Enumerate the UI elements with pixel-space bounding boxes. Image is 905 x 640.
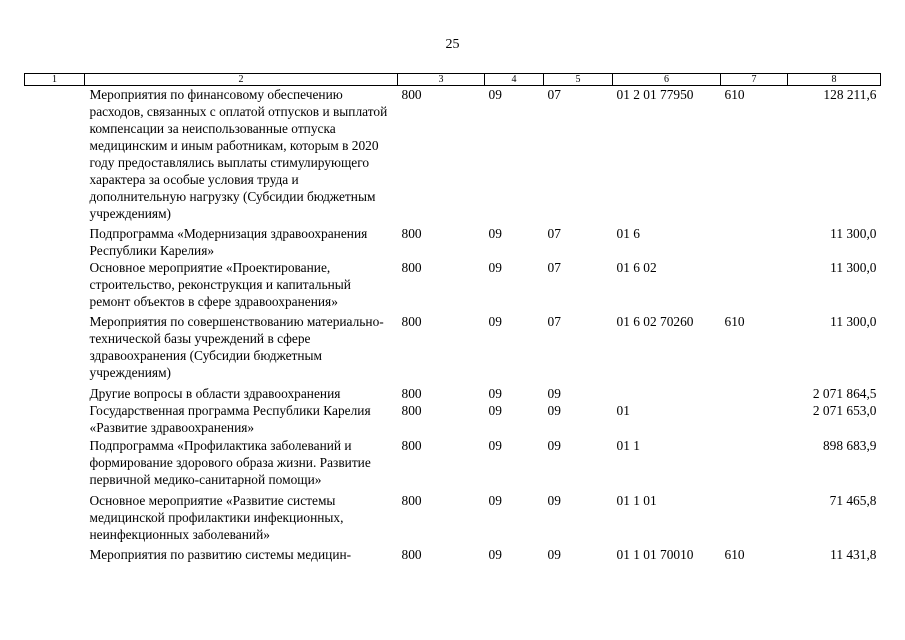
cell-admin: 800	[401, 403, 422, 418]
cell-target: 01	[616, 403, 630, 418]
cell-target: 01 1 01	[616, 493, 657, 508]
cell-admin: 800	[401, 87, 422, 102]
cell-section: 09	[488, 87, 502, 102]
cell-section: 09	[488, 438, 502, 453]
cell-section: 09	[488, 226, 502, 241]
cell-subsection: 09	[547, 403, 561, 418]
table-row	[25, 259, 881, 313]
column-header: 7	[721, 74, 788, 86]
column-header: 1	[25, 74, 85, 86]
column-header: 6	[613, 74, 721, 86]
cell-amount: 11 300,0	[830, 260, 877, 275]
cell-section: 09	[488, 493, 502, 508]
cell-expense-type: 610	[724, 547, 745, 562]
column-header: 8	[788, 74, 881, 86]
cell-section: 09	[488, 403, 502, 418]
cell-name: Мероприятия по финансовому обеспечению расходов, связанных с оплатой отпусков и выплатой компенсации за неиспользованные отпуска медицинским и иным работникам, которым в 2020 году предоставлялись выплаты стимулирующего характера за особые условия труда и дополнительную нагрузку (Субсидии бюджетным учреждениям)	[89, 87, 388, 221]
cell-name: Государственная программа Республики Карелия «Развитие здравоохранения»	[89, 403, 371, 435]
cell-amount: 898 683,9	[822, 438, 877, 453]
cell-amount: 11 431,8	[830, 547, 877, 562]
cell-section: 09	[488, 260, 502, 275]
column-header: 2	[85, 74, 398, 86]
cell-name: Другие вопросы в области здравоохранения	[89, 386, 341, 401]
cell-target: 01 1 01 70010	[616, 547, 694, 562]
cell-subsection: 09	[547, 493, 561, 508]
cell-blank	[25, 313, 85, 385]
cell-blank	[25, 86, 85, 226]
cell-section: 09	[488, 314, 502, 329]
cell-target	[613, 385, 721, 402]
cell-amount: 128 211,6	[823, 87, 877, 102]
cell-amount: 2 071 653,0	[812, 403, 877, 418]
cell-amount: 2 071 864,5	[812, 386, 877, 401]
cell-subsection: 09	[547, 438, 561, 453]
cell-expense-type: 610	[724, 314, 745, 329]
cell-name: Мероприятия по развитию системы медицин-	[89, 547, 352, 562]
cell-blank	[25, 385, 85, 402]
cell-section: 09	[488, 386, 502, 401]
cell-name: Основное мероприятие «Развитие системы медицинской профилактики инфекционных, неинфекционных заболеваний»	[89, 493, 344, 542]
cell-blank	[25, 402, 85, 437]
cell-blank	[25, 437, 85, 492]
cell-name: Подпрограмма «Модернизация здравоохранения Республики Карелия»	[89, 226, 368, 258]
table-body	[25, 86, 881, 564]
cell-expense-type	[721, 437, 788, 492]
cell-target: 01 6 02 70260	[616, 314, 694, 329]
cell-blank	[25, 259, 85, 313]
cell-admin: 800	[401, 438, 422, 453]
table-row	[25, 313, 881, 385]
cell-subsection: 09	[547, 386, 561, 401]
cell-target: 01 6	[616, 226, 640, 241]
table-row	[25, 86, 881, 226]
cell-amount: 71 465,8	[829, 493, 877, 508]
cell-amount: 11 300,0	[830, 226, 877, 241]
cell-subsection: 07	[547, 260, 561, 275]
cell-subsection: 07	[547, 87, 561, 102]
cell-name: Подпрограмма «Профилактика заболеваний и формирование здорового образа жизни. Развитие первичной медико-санитарной помощи»	[89, 438, 371, 487]
column-header: 5	[544, 74, 613, 86]
cell-target: 01 1	[616, 438, 640, 453]
cell-expense-type	[721, 259, 788, 313]
cell-expense-type	[721, 402, 788, 437]
cell-admin: 800	[401, 547, 422, 562]
cell-expense-type	[721, 225, 788, 259]
table-row	[25, 402, 881, 437]
table-row	[25, 437, 881, 492]
cell-target: 01 2 01 77950	[616, 87, 694, 102]
cell-name: Основное мероприятие «Проектирование, строительство, реконструкция и капитальный ремонт объектов в сфере здравоохранения»	[89, 260, 351, 309]
column-header: 3	[398, 74, 485, 86]
cell-admin: 800	[401, 493, 422, 508]
cell-admin: 800	[401, 226, 422, 241]
budget-table	[24, 73, 881, 563]
cell-admin: 800	[401, 386, 422, 401]
table-row	[25, 546, 881, 563]
cell-admin: 800	[401, 314, 422, 329]
cell-section: 09	[488, 547, 502, 562]
cell-expense-type	[721, 385, 788, 402]
cell-subsection: 07	[547, 226, 561, 241]
page-number: 25	[445, 37, 460, 52]
cell-expense-type: 610	[724, 87, 745, 102]
column-header: 4	[485, 74, 544, 86]
cell-subsection: 09	[547, 547, 561, 562]
cell-blank	[25, 546, 85, 563]
cell-amount: 11 300,0	[830, 314, 877, 329]
cell-target: 01 6 02	[616, 260, 657, 275]
cell-blank	[25, 492, 85, 546]
column-number-header	[25, 74, 881, 86]
cell-admin: 800	[401, 260, 422, 275]
cell-name: Мероприятия по совершенствованию материально-технической базы учреждений в сфере здравоохранения (Субсидии бюджетным учреждениям)	[89, 314, 384, 380]
cell-blank	[25, 225, 85, 259]
table-row	[25, 225, 881, 259]
cell-subsection: 07	[547, 314, 561, 329]
cell-expense-type	[721, 492, 788, 546]
table-row	[25, 492, 881, 546]
table-row	[25, 385, 881, 402]
